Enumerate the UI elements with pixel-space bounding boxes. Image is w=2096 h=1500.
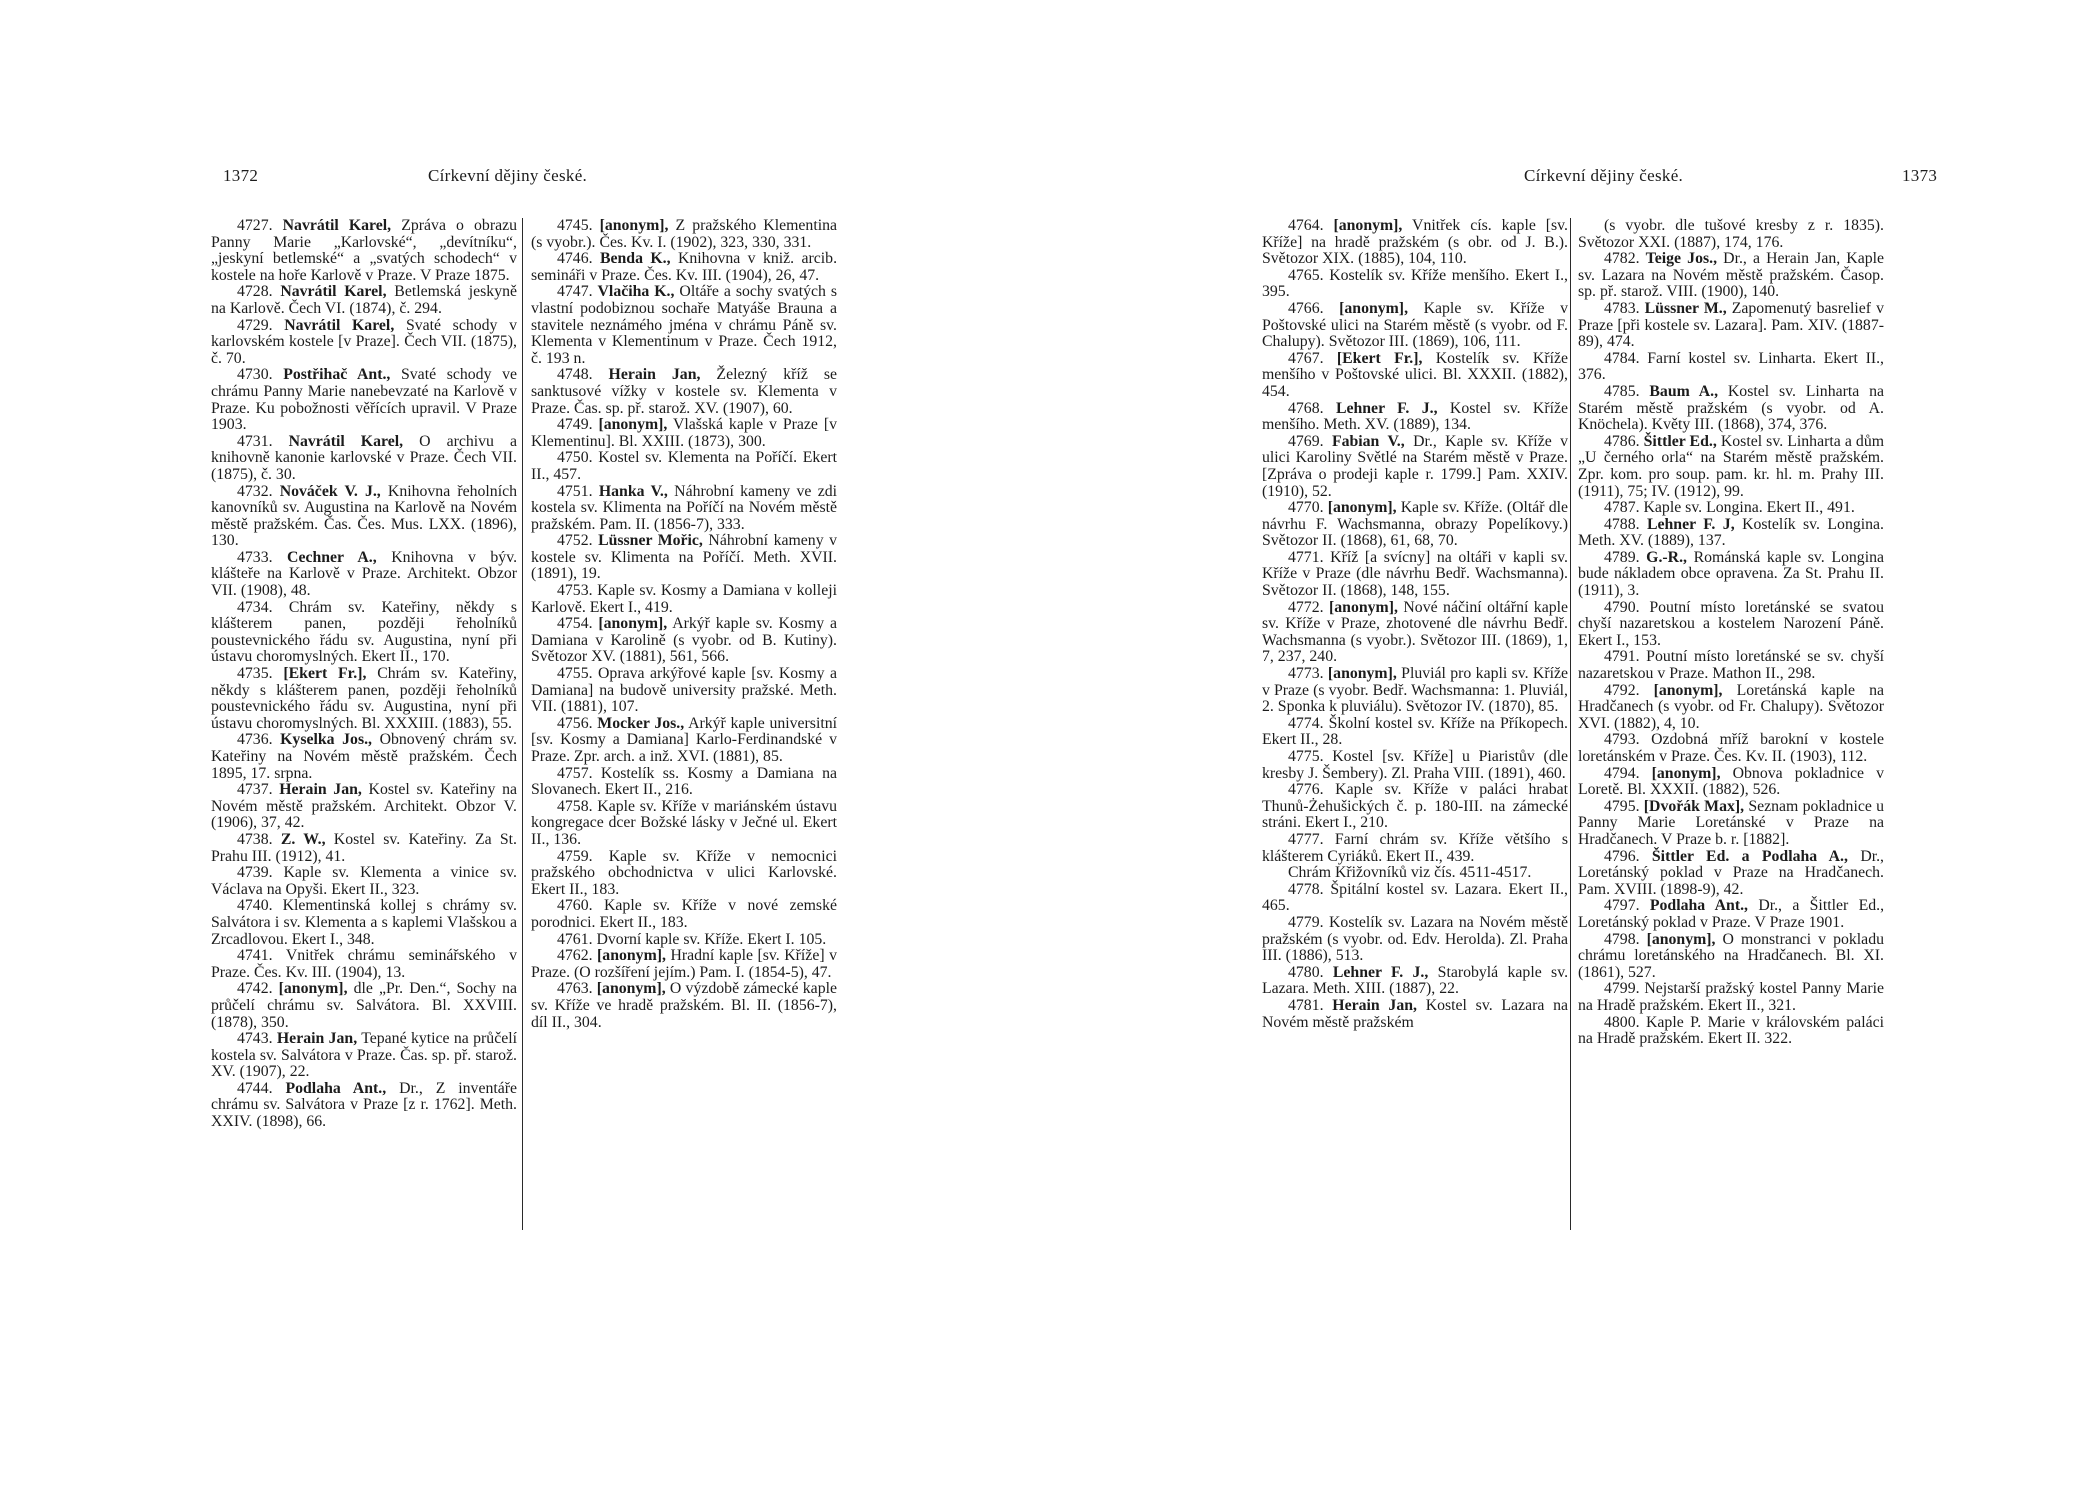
entry-number: 4787. <box>1604 499 1640 517</box>
bibliography-entry <box>211 948 517 981</box>
entry-number: 4776. <box>1288 781 1324 799</box>
entry-column <box>1578 218 1884 1048</box>
bibliography-entry <box>1578 517 1884 550</box>
entry-number: 4730. <box>237 366 273 384</box>
entry-text: Nové náčiní oltářní kaple sv. Kříže v Praze, zhotovené dle návrhu Bedř. Wachsmanna (s vyobr.). Světozor III. (1869), 1, 7, 237, 240. <box>1262 598 1569 666</box>
entry-text: Z pražského Klementina (s vyobr.). Čes. Kv. I. (1902), 323, 330, 331. <box>531 217 838 251</box>
entry-number: 4769. <box>1288 432 1324 450</box>
bibliography-entry <box>1578 799 1884 849</box>
bibliography-entry <box>1262 882 1568 915</box>
entry-text: Kaple sv. Kříže v nové zemské porodnici. Ekert II., 183. <box>531 897 837 931</box>
bibliography-entry <box>1262 600 1568 666</box>
entry-number: 4728. <box>237 283 273 301</box>
entry-author: [anonym], <box>1329 598 1398 616</box>
entry-text: Školní kostel sv. Kříže na Příkopech. Ekert II., 28. <box>1262 714 1569 749</box>
entry-text: Kaple sv. Kříže v Poštovské ulici na Starém městě (s vyobr. od F. Chalupy). Světozor III. (1869), 106, 111. <box>1262 299 1568 351</box>
bibliography-entry <box>531 932 837 949</box>
entry-author: Z. W., <box>280 830 326 848</box>
bibliography-entry <box>211 981 517 1031</box>
entry-number: 4765. <box>1288 266 1324 284</box>
entry-number: 4740. <box>237 897 273 915</box>
entry-column <box>211 218 517 1131</box>
entry-text: Poutní místo loretánské se svatou chyší nazaretskou a kostelem Narození Páně. Ekert I., 153. <box>1578 598 1885 649</box>
bibliography-entry <box>1578 981 1884 1014</box>
bibliography-entry <box>1578 732 1884 765</box>
entry-text: Obnovený chrám sv. Kateřiny na Novém městě pražském. Čech 1895, 17. srpna. <box>211 731 518 782</box>
bibliography-entry <box>1262 749 1568 782</box>
entry-number: 4743. <box>237 1030 273 1048</box>
entry-text: Hradní kaple [sv. Kříže] v Praze. (O rozšíření jejím.) Pam. I. (1854-5), 47. <box>531 947 837 981</box>
bibliography-entry <box>211 1031 517 1081</box>
entry-number: 4792. <box>1604 681 1640 699</box>
bibliography-entry <box>531 766 837 799</box>
entry-text: Kaple sv. Kosmy a Damiana v kolleji Karlově. Ekert I., 419. <box>531 582 837 616</box>
entry-number: 4761. <box>557 930 593 948</box>
entry-text: Vnitřek cís. kaple [sv. Kříže] na hradě pražském (s obr. od J. B.). Světozor XIX. (1885), 104, 110. <box>1262 217 1568 268</box>
entry-author: [Ekert Fr.], <box>1336 349 1423 367</box>
entry-author: Cechner A., <box>287 548 377 566</box>
bibliography-entry <box>1578 434 1884 500</box>
entry-author: Hanka V., <box>598 482 668 500</box>
entry-author: Lüssner M., <box>1644 299 1727 317</box>
entry-text: Tepané kytice na průčelí kostela sv. Salvátora v Praze. Čas. sp. př. starož. XV. (1907), 22. <box>211 1030 517 1081</box>
entry-text: Kaple sv. Kříže v mariánském ústavu kongregace dcer Božské lásky v Ječné ul. Ekert II., 136. <box>531 797 838 848</box>
entry-text: Kříž [a svícny] na oltáři v kapli sv. Kříže v Praze (dle návrhu Bedř. Wachsmanna). Světozor II. (1868), 148, 155. <box>1262 548 1568 600</box>
bibliography-entry <box>1578 301 1884 351</box>
entry-number: 4752. <box>557 532 593 550</box>
entry-number: 4798. <box>1604 930 1640 948</box>
entry-number: 4771. <box>1288 548 1324 566</box>
entry-text: Kaple sv. Kříže v nemocnici pražského obchodnictva v ulici Karlovské. Ekert II., 183. <box>531 847 837 898</box>
bibliography-entry <box>211 218 517 284</box>
bibliography-entry <box>531 218 837 251</box>
entry-number: 4758. <box>557 797 593 815</box>
entry-number: 4775. <box>1288 748 1324 765</box>
entry-number: 4742. <box>237 980 273 998</box>
bibliography-entry <box>211 550 517 600</box>
bibliography-entry <box>1262 832 1568 865</box>
entry-number: 4781. <box>1288 996 1324 1014</box>
entry-text: Kostelík sv. Kříže menšího v Poštovské ulici. Bl. XXXII. (1882), 454. <box>1262 349 1568 400</box>
entry-number: 4737. <box>237 781 273 799</box>
bibliography-entry <box>531 583 837 616</box>
entry-number: 4745. <box>557 217 593 234</box>
bibliography-entry <box>1578 1015 1884 1048</box>
entry-author: Lehner F. J., <box>1335 399 1438 417</box>
entry-text: Náhrobní kameny ve zdi kostela sv. Klimenta na Poříčí na Novém městě pražském. Pam. II. (1856-7), 333. <box>531 482 838 533</box>
bibliography-entry <box>531 849 837 899</box>
entry-number: 4757. <box>557 764 593 782</box>
entry-number: 4780. <box>1288 963 1324 981</box>
bibliography-entry <box>211 434 517 484</box>
entry-number: 4773. <box>1288 665 1324 683</box>
entry-text: Kostel sv. Kříže menšího. Meth. XV. (1889), 134. <box>1262 399 1568 434</box>
entry-author: [anonym], <box>1651 764 1721 782</box>
entry-text: Románská kaple sv. Longina bude nákladem obce opravena. Za St. Prahu II. (1911), 3. <box>1578 548 1884 600</box>
bibliography-entry <box>531 716 837 766</box>
entry-text: Kostel sv. Klementa na Poříčí. Ekert II., 457. <box>531 449 837 483</box>
entry-number: 4779. <box>1288 913 1324 931</box>
bibliography-entry <box>1262 401 1568 434</box>
bibliography-entry <box>1262 218 1568 268</box>
bibliography-entry <box>1578 351 1884 384</box>
entry-author: Nováček V. J., <box>279 482 381 500</box>
entry-author: [anonym], <box>1333 217 1403 234</box>
bibliography-entry <box>211 782 517 832</box>
entry-author: Vlačiha K., <box>597 283 675 301</box>
entry-text: Oprava arkýřové kaple [sv. Kosmy a Damiana] na budově university pražské. Meth. VII. (1881), 107. <box>531 665 838 716</box>
entry-number: 4772. <box>1288 598 1324 616</box>
entry-number: 4785. <box>1604 382 1640 400</box>
entry-author: Herain Jan, <box>608 366 701 384</box>
entry-number: 4774. <box>1288 714 1324 732</box>
entry-text: Kostel sv. Linharta a dům „U černého orla“ na Starém městě pražském. Zpr. kom. pro soup. pam. kr. hl. m. Prahy III. (1911), 75; IV. (1912), 99. <box>1578 432 1884 500</box>
entry-text: Chrám sv. Kateřiny, někdy s klášterem panen, později řeholníků poustevnického řádu sv. Augustina, nyní při ústavu choromyslných. Ekert II., 170. <box>211 598 517 666</box>
entry-author: Mocker Jos., <box>597 714 685 732</box>
bibliography-entry <box>531 981 837 1031</box>
entry-author: Šittler Ed. a Podlaha A., <box>1651 847 1848 865</box>
entry-text: Knihovna v kniž. arcib. semináři v Praze. Čes. Kv. III. (1904), 26, 47. <box>531 250 838 284</box>
entry-number: 4729. <box>237 316 273 334</box>
entry-author: [anonym], <box>598 416 668 434</box>
page-number: 1372 <box>223 166 259 185</box>
entry-text: Kostelík ss. Kosmy a Damiana na Slovanech. Ekert II., 216. <box>531 764 837 799</box>
entry-number: 4747. <box>557 283 593 301</box>
entry-text: Kaple sv. Longina. Ekert II., 491. <box>1643 499 1855 517</box>
entry-author: Navrátil Karel, <box>282 217 392 234</box>
entry-text: Špitální kostel sv. Lazara. Ekert II., 465. <box>1262 880 1568 915</box>
entry-number: 4770. <box>1288 499 1324 517</box>
running-title: Církevní dějiny české. <box>428 166 588 185</box>
entry-text: Starobylá kaple sv. Lazara. Meth. XIII. (1887), 22. <box>1262 963 1569 998</box>
entry-number: 4767. <box>1288 349 1324 367</box>
entry-number: 4763. <box>557 980 593 998</box>
entry-text: Poutní místo loretánské se sv. chyší nazaretskou v Praze. Mathon II., 298. <box>1578 648 1884 683</box>
entry-number: 4754. <box>557 615 593 633</box>
entry-number: 4751. <box>557 482 593 500</box>
entry-number: 4759. <box>557 847 593 865</box>
running-title: Církevní dějiny české. <box>1524 166 1684 185</box>
entry-text: Kaple sv. Kříže. (Oltář dle návrhu F. Wachsmanna, obrazy Popelíkovy.) Světozor II. (1868), 61, 68, 70. <box>1262 499 1569 550</box>
bibliography-entry <box>211 1081 517 1131</box>
entry-number: 4762. <box>557 947 593 965</box>
entry-author: [anonym], <box>278 980 348 998</box>
entry-text: Kostel sv. Kateřiny na Novém městě pražském. Architekt. Obzor V. (1906), 37, 42. <box>211 781 517 832</box>
bibliography-entry <box>1578 500 1884 517</box>
entry-text: Dr., Loretánský poklad v Praze na Hradčanech. Pam. XVIII. (1898-9), 42. <box>1578 847 1885 898</box>
entry-author: [anonym], <box>1653 681 1723 699</box>
entry-text: Kostel sv. Lazara na Novém městě pražském <box>1262 996 1568 1031</box>
entry-number: 4727. <box>237 217 273 234</box>
bibliography-entry <box>1262 550 1568 600</box>
entry-text: Arkýř kaple universitní [sv. Kosmy a Damiana] Karlo-Ferdinandské v Praze. Zpr. arch. a inž. XVI. (1881), 85. <box>531 714 838 765</box>
bibliography-entry <box>1262 351 1568 401</box>
entry-text: Oltáře a sochy svatých s vlastní podobiznou sochaře Matyáše Brauna a stavitele neznámého jména v chrámu Páně sv. Klementa v Klementinum v Praze. Čech 1912, č. 193 n. <box>531 283 838 367</box>
entry-number: 4789. <box>1604 548 1640 566</box>
entry-author: Lüssner Mořic, <box>598 532 703 550</box>
entry-author: Podlaha Ant., <box>285 1079 387 1097</box>
entry-number: 4786. <box>1604 432 1640 450</box>
entry-text: Chrám sv. Kateřiny, někdy s klášterem panen, později řeholníků poustevnického řádu sv. Augustina, nyní při ústavu choromyslných. Bl. XXXIII. (1883), 55. <box>211 665 517 732</box>
entry-author: Lehner F. J, <box>1646 515 1735 533</box>
entry-text: Nejstarší pražský kostel Panny Marie na Hradě pražském. Ekert II., 321. <box>1578 980 1884 1014</box>
entry-author: [anonym], <box>1339 299 1409 317</box>
bibliography-entry <box>531 284 837 367</box>
bibliography-entry <box>211 318 517 368</box>
entry-text: Svaté schody v karlovském kostele [v Praze]. Čech VII. (1875), č. 70. <box>211 316 517 367</box>
entry-author: [anonym], <box>597 947 666 965</box>
bibliography-entry <box>1262 965 1568 998</box>
entry-author: Navrátil Karel, <box>284 316 395 334</box>
entry-number: 4784. <box>1604 349 1640 367</box>
entry-text: Chrám Křižovníků viz čís. 4511-4517. <box>1288 864 1532 882</box>
bibliography-entry <box>531 898 837 931</box>
entry-text: Zapomenutý basrelief v Praze [při kostele sv. Lazara]. Pam. XIV. (1887-89), 474. <box>1578 299 1884 351</box>
bibliography-entry <box>531 484 837 534</box>
entry-text: Kaple P. Marie v královském paláci na Hradě pražském. Ekert II. 322. <box>1578 1013 1884 1048</box>
bibliography-entry <box>1262 500 1568 550</box>
bibliography-entry <box>531 948 837 981</box>
entry-text: Dr., a Herain Jan, Kaple sv. Lazara na Novém městě pražském. Časop. sp. př. starož. VIII. (1900), 140. <box>1578 250 1885 301</box>
bibliography-entry <box>211 732 517 782</box>
entry-text: Farní chrám sv. Kříže většího s klášterem Cyriáků. Ekert II., 439. <box>1262 830 1569 865</box>
entry-author: Podlaha Ant., <box>1649 897 1748 915</box>
entry-text: Knihovna v býv. klášteře na Karlově v Praze. Architekt. Obzor VII. (1908), 48. <box>211 548 518 600</box>
entry-text: Kaple sv. Kříže v paláci hrabat Thunů-Żehušických č. p. 180-III. na zámecké stráni. Ekert I., 210. <box>1262 781 1569 832</box>
bibliography-entry <box>531 799 837 849</box>
bibliography-entry <box>1578 898 1884 931</box>
bibliography-entry <box>211 484 517 550</box>
entry-text: Seznam pokladnice u Panny Marie Loretánské v Praze na Hradčanech. V Praze b. r. [1882]. <box>1578 797 1884 848</box>
entry-number: 4755. <box>557 665 593 683</box>
bibliography-entry <box>1578 649 1884 682</box>
bibliography-entry <box>1578 384 1884 434</box>
bibliography-entry <box>531 417 837 450</box>
entry-text: Farní kostel sv. Linharta. Ekert II., 376. <box>1578 349 1884 384</box>
entry-text: Betlemská jeskyně na Karlově. Čech VI. (1874), č. 294. <box>211 283 518 317</box>
entry-number: 4795. <box>1604 797 1640 815</box>
entry-author: [Dvořák Max], <box>1643 797 1745 815</box>
entry-number: 4731. <box>237 432 273 450</box>
bibliography-entry <box>1578 550 1884 600</box>
bibliography-entry <box>531 450 837 483</box>
entry-number: 4800. <box>1604 1013 1640 1031</box>
right-page <box>1048 0 2096 1500</box>
entry-number: 4793. <box>1604 731 1640 749</box>
entry-number: 4778. <box>1288 880 1324 898</box>
bibliography-entry <box>531 367 837 417</box>
column-divider <box>522 218 523 1230</box>
entry-text: dle „Pr. Den.“, Sochy na průčelí chrámu sv. Salvátora. Bl. XXVIII. (1878), 350. <box>211 980 517 1031</box>
entry-text: O monstranci v pokladu chrámu loretánského na Hradčanech. Bl. XI. (1861), 527. <box>1578 930 1884 981</box>
bibliography-entry <box>1578 251 1884 301</box>
bibliography-entry <box>1262 865 1568 882</box>
entry-number: 4732. <box>237 482 273 500</box>
entry-text: Kostelík sv. Longina. Meth. XV. (1889), 137. <box>1578 515 1884 550</box>
entry-author: G.-R., <box>1646 548 1687 566</box>
bibliography-entry <box>1578 849 1884 899</box>
bibliography-entry <box>531 666 837 716</box>
bibliography-entry <box>1262 666 1568 716</box>
entry-text: Vlašská kaple v Praze [v Klementinu]. Bl. XXIII. (1873), 300. <box>531 416 837 450</box>
entry-author: [anonym], <box>1327 665 1397 683</box>
bibliography-entry <box>1262 782 1568 832</box>
entry-author: Lehner F. J., <box>1332 963 1429 981</box>
entry-text: Arkýř kaple sv. Kosmy a Damiana v Karolině (s vyobr. od B. Kutiny). Světozor XV. (1881), 561, 566. <box>531 615 837 666</box>
bibliography-entry <box>1578 218 1884 251</box>
entry-number: 4746. <box>557 250 593 268</box>
entry-author: [anonym], <box>1327 499 1397 517</box>
entry-author: Herain Jan, <box>1332 996 1417 1014</box>
entry-author: Šittler Ed., <box>1643 432 1717 450</box>
entry-number: 4748. <box>557 366 593 384</box>
entry-author: Postřihač Ant., <box>283 366 391 384</box>
bibliography-entry <box>1262 268 1568 301</box>
bibliography-entry <box>211 865 517 898</box>
entry-text: Dr., Kaple sv. Kříže v ulici Karoliny Světlé na Starém městě v Praze. [Zpráva o prodeji kaple r. 1799.] Pam. XXIV. (1910), 52. <box>1262 432 1568 500</box>
entry-text: Knihovna řeholních kanovníků sv. Augustina na Karlově na Novém městě pražském. Čas. Čes. Mus. LXX. (1896), 130. <box>211 482 518 550</box>
entry-author: [anonym], <box>598 615 668 633</box>
entry-column <box>1262 218 1568 1031</box>
bibliography-entry <box>211 898 517 948</box>
entry-author: Fabian V., <box>1331 432 1405 450</box>
entry-text: O výzdobě zámecké kaple sv. Kříže ve hradě pražském. Bl. II. (1856-7), díl II., 304. <box>531 980 837 1031</box>
bibliography-entry <box>1578 766 1884 799</box>
bibliography-entry <box>1262 998 1568 1031</box>
entry-author: Herain Jan, <box>276 1030 358 1048</box>
bibliography-entry <box>1262 434 1568 500</box>
bibliography-entry <box>1262 301 1568 351</box>
entry-number: 4734. <box>237 598 273 616</box>
entry-number: 4788. <box>1604 515 1640 533</box>
entry-number: 4741. <box>237 947 273 965</box>
entry-number: 4777. <box>1288 830 1324 848</box>
bibliography-entry <box>211 666 517 732</box>
entry-author: [anonym], <box>596 980 666 998</box>
entry-author: Navrátil Karel, <box>280 283 387 301</box>
bibliography-entry <box>211 832 517 865</box>
entry-number: 4791. <box>1604 648 1640 666</box>
entry-number: 4768. <box>1288 399 1324 417</box>
bibliography-entry <box>1578 932 1884 982</box>
entry-author: Benda K., <box>599 250 671 268</box>
entry-author: Navrátil Karel, <box>288 432 404 450</box>
entry-number: 4790. <box>1604 598 1640 616</box>
entry-number: 4739. <box>237 864 273 882</box>
entry-number: 4744. <box>237 1079 273 1097</box>
entry-number: 4736. <box>237 731 273 749</box>
entry-author: [anonym], <box>599 217 669 234</box>
entry-text: Dr., Z inventáře chrámu sv. Salvátora v Praze [z r. 1762]. Meth. XXIV. (1898), 66. <box>211 1079 518 1131</box>
entry-text: Vnitřek chrámu seminářského v Praze. Čes. Kv. III. (1904), 13. <box>211 947 517 981</box>
entry-text: Železný kříž se sanktusové vížky v kostele sv. Klementa v Praze. Čas. sp. př. starož. XV. (1907), 60. <box>531 366 837 417</box>
bibliography-entry <box>211 367 517 433</box>
entry-number: 4764. <box>1288 217 1324 234</box>
entry-text: Kostel [sv. Kříže] u Piaristův (dle kresby J. Šembery). Zl. Praha VIII. (1891), 460. <box>1262 748 1568 782</box>
bibliography-entry <box>1262 915 1568 965</box>
entry-text: Kostel sv. Kateřiny. Za St. Prahu III. (1912), 41. <box>211 830 517 865</box>
entry-text: Kaple sv. Klementa a vinice sv. Václava na Opyši. Ekert II., 323. <box>211 864 517 898</box>
entry-text: Kostel sv. Linharta na Starém městě pražském (s vyobr. od A. Knöchela). Květy III. (1868), 374, 376. <box>1578 382 1885 434</box>
bibliography-entry <box>1262 716 1568 749</box>
entry-author: Teige Jos., <box>1645 250 1718 268</box>
entry-number: 4799. <box>1604 980 1640 998</box>
entry-text: Svaté schody ve chrámu Panny Marie nanebevzaté na Karlově v Praze. Ku pobožnosti věřících upravil. V Praze 1903. <box>211 366 518 434</box>
entry-number: 4796. <box>1604 847 1640 865</box>
entry-text: Dr., a Šittler Ed., Loretánský poklad v Praze. V Praze 1901. <box>1578 897 1885 931</box>
entry-text: Zpráva o obrazu Panny Marie „Karlovské“, „devítníku“, „jeskyní betlemské“ a „svatých schodech“ v kostele na hoře Karlově v Praze. V Praze 1875. <box>211 217 518 284</box>
entry-text: O archivu a knihovně kanonie karlovské v Praze. Čech VII. (1875), č. 30. <box>211 432 517 483</box>
entry-author: Baum A., <box>1649 382 1719 400</box>
bibliography-entry <box>531 533 837 583</box>
bibliography-entry <box>211 600 517 666</box>
entry-text: (s vyobr. dle tušové kresby z r. 1835). Světozor XXI. (1887), 174, 176. <box>1578 217 1884 251</box>
bibliography-entry <box>211 284 517 317</box>
entry-text: Obnova pokladnice v Loretě. Bl. XXXII. (1882), 526. <box>1578 764 1884 799</box>
entry-number: 4753. <box>557 582 593 600</box>
entry-number: 4797. <box>1604 897 1640 915</box>
entry-author: Kyselka Jos., <box>280 731 372 749</box>
entry-author: Herain Jan, <box>279 781 362 799</box>
entry-text: Náhrobní kameny v kostele sv. Klimenta na Poříčí. Meth. XVII. (1891), 19. <box>531 532 837 583</box>
entry-number: 4766. <box>1288 299 1324 317</box>
entry-number: 4738. <box>237 830 273 848</box>
bibliography-entry <box>1578 683 1884 733</box>
column-divider <box>1570 218 1571 1230</box>
entry-number: 4735. <box>237 665 273 683</box>
entry-number: 4750. <box>557 449 593 467</box>
entry-text: Kostelík sv. Kříže menšího. Ekert I., 395. <box>1262 266 1568 301</box>
entry-text: Ozdobná mříž barokní v kostele loretánském v Praze. Čes. Kv. II. (1903), 112. <box>1578 731 1884 765</box>
entry-number: 4749. <box>557 416 593 434</box>
entry-text: Loretánská kaple na Hradčanech (s vyobr. od Fr. Chalupy). Světozor XVI. (1882), 4, 10. <box>1578 681 1884 732</box>
entry-text: Klementinská kollej s chrámy sv. Salvátora i sv. Klementa a s kaplemi Vlašskou a Zrcadlovou. Ekert I., 348. <box>211 897 518 948</box>
entry-number: 4760. <box>557 897 593 915</box>
entry-author: [anonym], <box>1646 930 1716 948</box>
entry-number: 4794. <box>1604 764 1640 782</box>
bibliography-entry <box>531 616 837 666</box>
bibliography-entry <box>531 251 837 284</box>
entry-number: 4783. <box>1604 299 1640 317</box>
entry-number: 4782. <box>1604 250 1640 268</box>
entry-number: 4733. <box>237 548 273 566</box>
entry-number: 4756. <box>557 714 593 732</box>
entry-text: Kostelík sv. Lazara na Novém městě pražském (s vyobr. od. Edv. Herolda). Zl. Praha III. (1886), 513. <box>1262 913 1569 965</box>
entry-column <box>531 218 837 1031</box>
bibliography-entry <box>1578 600 1884 650</box>
entry-text: Pluviál pro kapli sv. Kříže v Praze (s vyobr. Bedř. Wachsmanna: 1. Pluviál, 2. Sponka k pluviálu). Světozor IV. (1870), 85. <box>1262 665 1569 716</box>
entry-text: Dvorní kaple sv. Kříže. Ekert I. 105. <box>596 930 827 948</box>
page-number: 1373 <box>1902 166 1938 185</box>
entry-author: [Ekert Fr.], <box>283 665 367 683</box>
